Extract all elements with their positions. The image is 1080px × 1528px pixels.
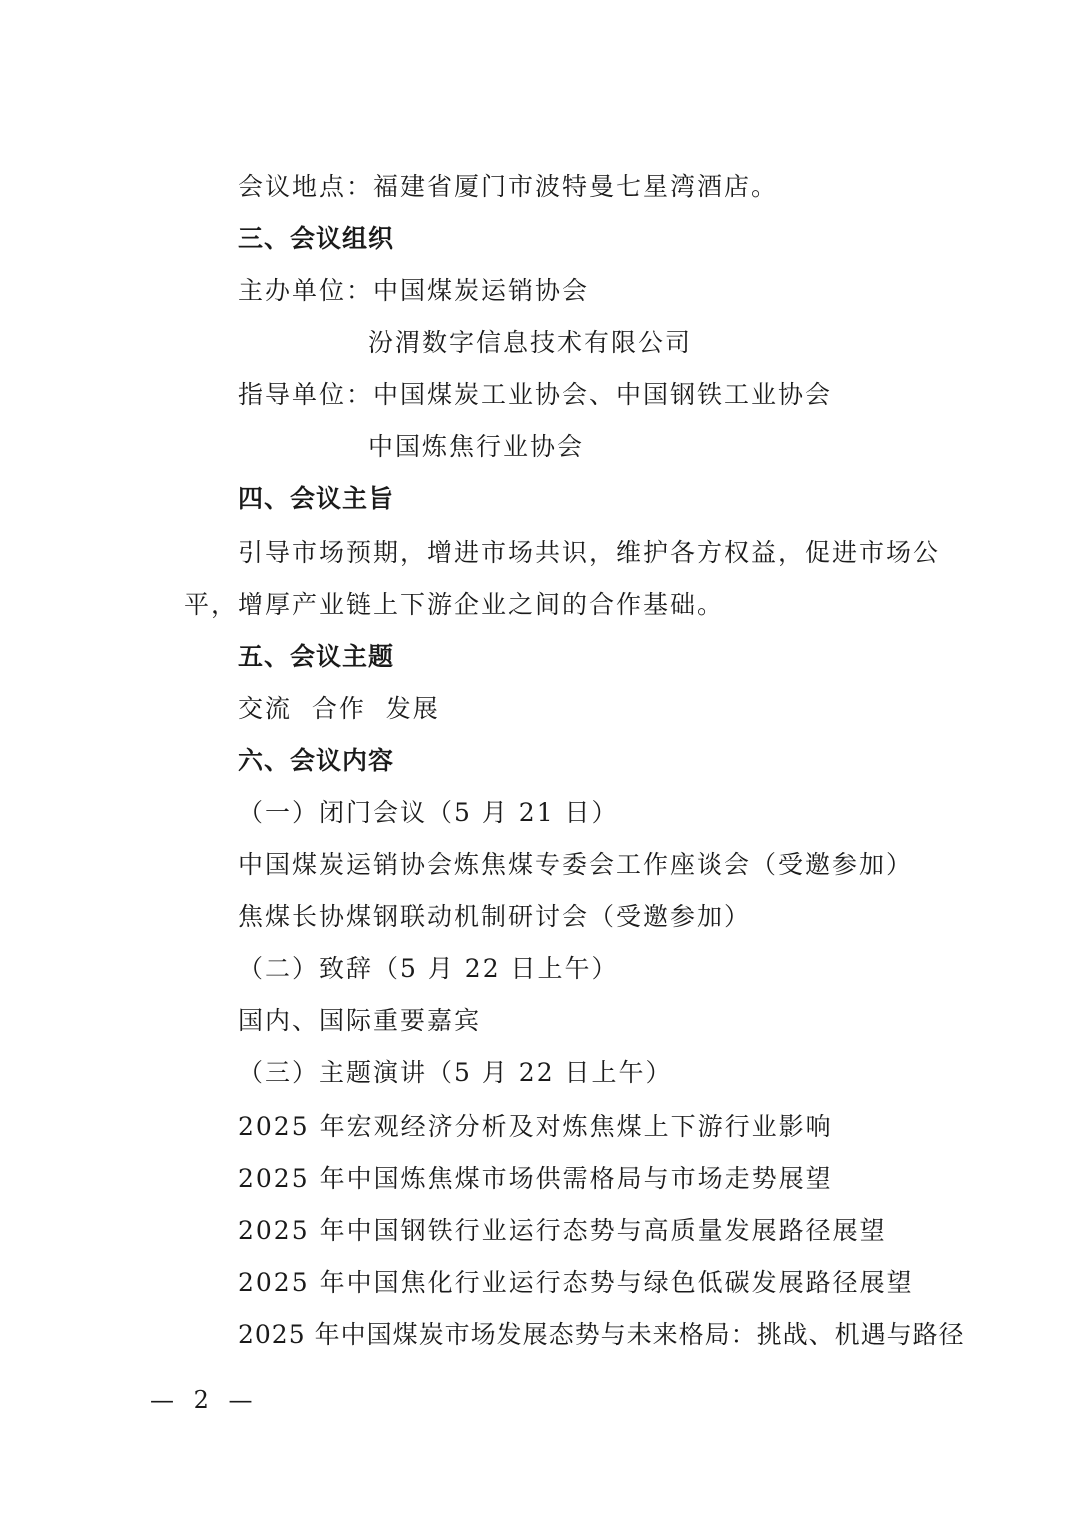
list-item: 2025 年中国煤炭市场发展态势与未来格局：挑战、机遇与路径 xyxy=(238,1320,965,1349)
venue-label: 会议地点： xyxy=(238,172,374,201)
host-label: 主办单位： xyxy=(238,276,374,305)
venue-line xyxy=(238,170,778,204)
guide-unit-1: 中国煤炭工业协会、中国钢铁工业协会 xyxy=(373,380,833,409)
list-item: 2025 年中国钢铁行业运行态势与高质量发展路径展望 xyxy=(238,1216,887,1245)
list-item: 国内、国际重要嘉宾 xyxy=(238,1006,482,1035)
guide-label: 指导单位： xyxy=(238,380,374,409)
host-unit-2: 汾渭数字信息技术有限公司 xyxy=(368,328,693,357)
list-item: 2025 年中国焦化行业运行态势与绿色低碳发展路径展望 xyxy=(238,1268,914,1297)
guide-unit-2: 中国炼焦行业协会 xyxy=(368,432,585,461)
venue-value: 福建省厦门市波特曼七星湾酒店。 xyxy=(373,172,779,201)
host-line xyxy=(238,274,589,308)
section3-heading: 三、会议组织 xyxy=(238,224,395,253)
list-item: 中国煤炭运销协会炼焦煤专委会工作座谈会（受邀参加） xyxy=(238,850,914,879)
part3-title: （三）主题演讲（5 月 22 日上午） xyxy=(238,1058,673,1087)
section5-heading: 五、会议主题 xyxy=(238,642,395,671)
guide-line xyxy=(238,378,832,412)
part2-title: （二）致辞（5 月 22 日上午） xyxy=(238,954,619,983)
host-unit-1: 中国煤炭运销协会 xyxy=(373,276,590,305)
page-number: — 2 — xyxy=(150,1386,259,1414)
list-item: 焦煤长协煤钢联动机制研讨会（受邀参加） xyxy=(238,902,752,931)
purpose-line-1: 引导市场预期，增进市场共识，维护各方权益，促进市场公 xyxy=(238,538,941,567)
purpose-line-2: 平，增厚产业链上下游企业之间的合作基础。 xyxy=(184,590,725,619)
list-item: 2025 年宏观经济分析及对炼焦煤上下游行业影响 xyxy=(238,1112,833,1141)
section6-heading: 六、会议内容 xyxy=(238,746,395,775)
part1-title: （一）闭门会议（5 月 21 日） xyxy=(238,798,619,827)
section4-heading: 四、会议主旨 xyxy=(238,484,395,513)
theme-text: 交流 合作 发展 xyxy=(238,694,440,723)
list-item: 2025 年中国炼焦煤市场供需格局与市场走势展望 xyxy=(238,1164,833,1193)
